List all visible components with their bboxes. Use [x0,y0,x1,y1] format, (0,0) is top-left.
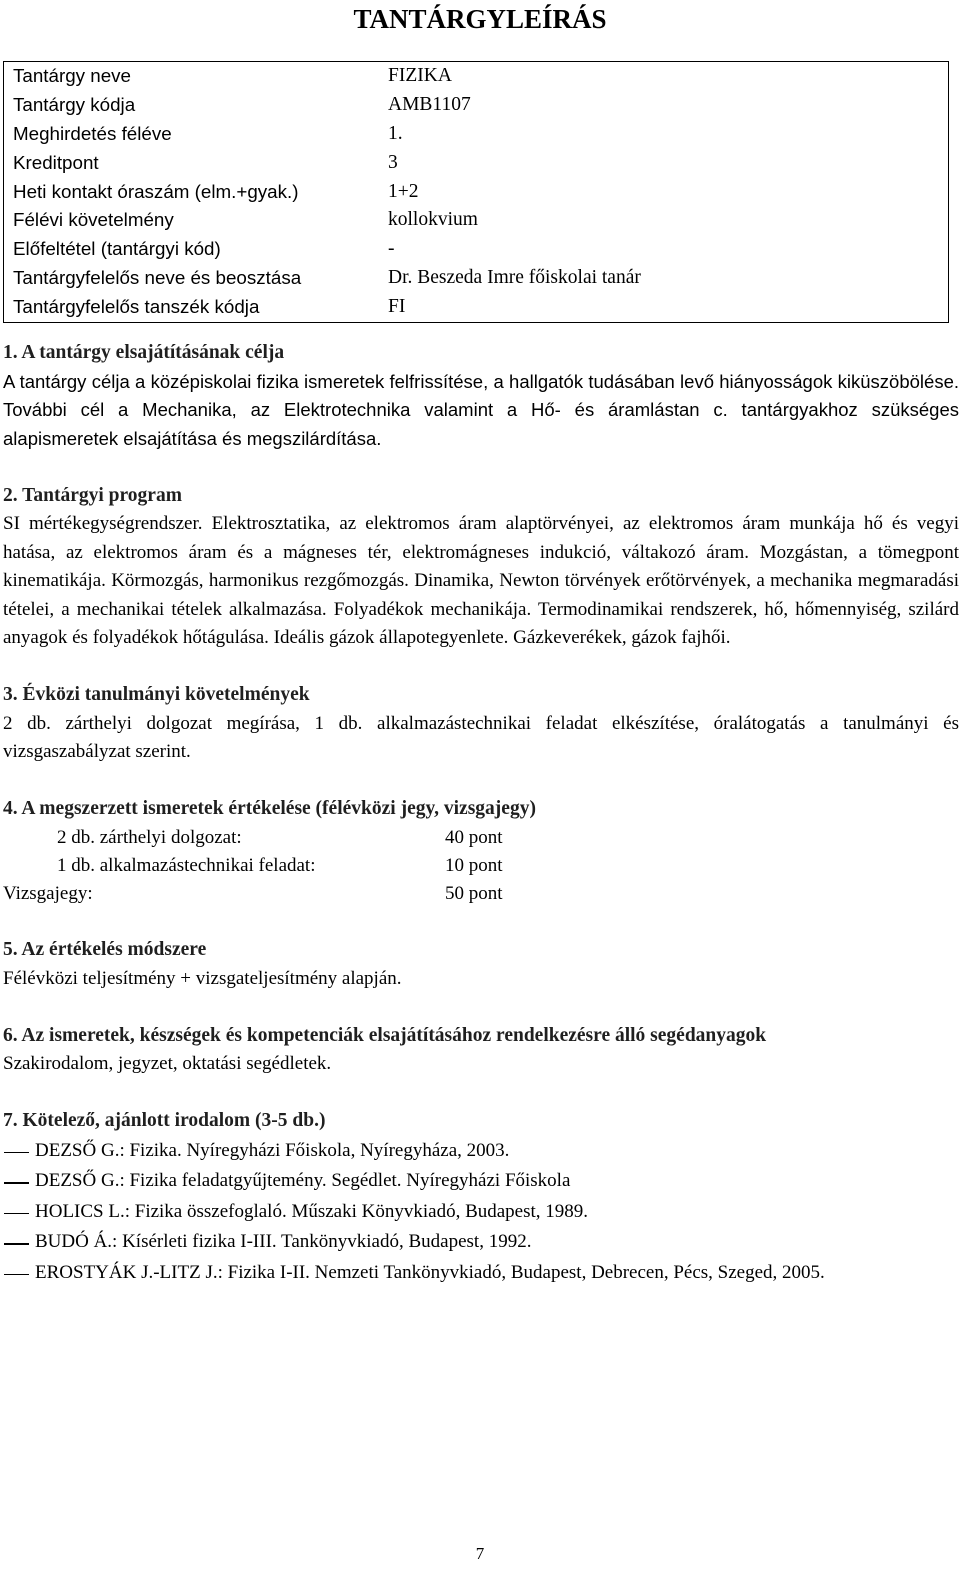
row-label: Heti kontakt óraszám (elm.+gyak.) [13,180,299,202]
section-text: Szakirodalom, jegyzet, oktatási segédletek. [3,1053,332,1074]
section-heading: 5. Az értékelés módszere [3,939,207,960]
section-text: A tantárgy célja a középiskolai fizika ismeretek felfrissítése, a hallgatók tudásában levő hiányosságok kiküszöbölése. További cél a Mechanika, az Elektrotechnika valamint a Hő- és áramlástan c. tantárgyakhoz szükséges alapismeretek elsajátítása és megszilárdítása. [3,370,959,449]
section-program [3,482,959,653]
list-item [3,1197,959,1228]
row-label: Tantárgy neve [13,65,131,87]
table-row [4,91,949,120]
section-materials [3,1022,959,1079]
section-heading: 6. Az ismeretek, készségek és kompetenciák elsajátításához rendelkezésre álló segédanyagok [3,1024,767,1046]
evaluation-points: 10 pont [445,854,503,876]
section-heading: 4. A megszerzett ismeretek értékelése (félévközi jegy, vizsgajegy) [3,798,536,819]
row-value: kollokvium [388,209,478,231]
row-value: Dr. Beszeda Imre főiskolai tanár [388,267,641,289]
row-value: AMB1107 [388,93,471,115]
evaluation-label: 1 db. alkalmazástechnikai feladat: [57,854,316,876]
table-row [4,62,949,91]
list-item [3,1166,959,1197]
evaluation-row [3,880,959,908]
section-requirements [3,681,959,767]
reference-text: DEZSŐ G.: Fizika. Nyíregyházi Főiskola, Nyíregyháza, 2003. [35,1139,510,1161]
reference-text: BUDÓ Á.: Kísérleti fizika I-III. Tankönyvkiadó, Budapest, 1992. [35,1231,532,1252]
row-label: Tantárgy kódja [13,93,136,115]
section-text: Félévközi teljesítmény + vizsgateljesítmény alapján. [3,967,402,989]
row-value: 1. [388,122,403,144]
table-row [4,264,949,293]
reference-text: HOLICS L.: Fizika összefoglaló. Műszaki Könyvkiadó, Budapest, 1989. [35,1200,589,1222]
document-body [3,339,959,1317]
table-row [4,293,949,323]
row-label: Meghirdetés féléve [13,122,172,144]
section-text: SI mértékegységrendszer. Elektrosztatika, az elektromos áram alaptörvényei, az elektromos áram munkája hő és vegyi hatása, az elektromos áram és a mágneses tér, elektromágneses indukció, váltakozó áram. Mozgástan, a tömegpont kinematikája. Körmozgás, harmonikus rezgőmozgás. Dinamika, Newton törvények erőtörvények, a mechanika megmaradási tételei, a mechanikai tételek alkalmazása. Folyadékok mechanikája. Termodinamikai rendszerek, hő, hőmennyiség, szilárd anyagok és folyadékok hőtágulása. Ideális gázok állapotegyenlete. Gázkeverékek, gázok fajhői. [3,513,959,648]
evaluation-row [3,852,959,880]
row-value: 3 [388,151,398,173]
page-title: TANTÁRGYLEÍRÁS [353,4,607,34]
evaluation-label: 2 db. zárthelyi dolgozat: [57,826,242,848]
row-value: FIZIKA [388,65,452,87]
reference-list [3,1136,959,1289]
row-value: 1+2 [388,180,419,202]
table-row [4,235,949,264]
section-heading: 3. Évközi tanulmányi követelmények [3,684,310,705]
section-evaluation [3,795,959,908]
list-item [3,1258,959,1289]
evaluation-row [3,824,959,852]
section-method [3,936,959,993]
section-heading: 7. Kötelező, ajánlott irodalom (3-5 db.) [3,1110,326,1131]
page-number: 7 [475,1544,485,1563]
row-label: Előfeltétel (tantárgyi kód) [13,238,221,260]
section-literature [3,1107,959,1288]
section-heading: 2. Tantárgyi program [3,484,182,506]
table-row [4,206,949,235]
row-value: FI [388,296,406,318]
table-row [4,120,949,149]
table-row [4,178,949,207]
row-value: - [388,238,395,260]
subject-info-table [3,61,949,323]
list-item [3,1227,959,1258]
row-label: Tantárgyfelelős tanszék kódja [13,296,260,318]
reference-text: DEZSŐ G.: Fizika feladatgyűjtemény. Segédlet. Nyíregyházi Főiskola [35,1170,571,1191]
list-item [3,1136,959,1167]
row-label: Félévi követelmény [13,209,174,231]
evaluation-points: 40 pont [445,826,503,848]
section-text: 2 db. zárthelyi dolgozat megírása, 1 db. alkalmazástechnikai feladat elkészítése, óralátogatás a tanulmányi és vizsgaszabályzat szerint. [3,712,959,762]
table-row [4,149,949,178]
reference-text: EROSTYÁK J.-LITZ J.: Fizika I-II. Nemzeti Tankönyvkiadó, Budapest, Debrecen, Pécs, Szeged, 2005. [35,1261,825,1283]
section-objectives [3,339,959,453]
row-label: Tantárgyfelelős neve és beosztása [13,267,302,289]
row-label: Kreditpont [13,151,99,173]
section-heading: 1. A tantárgy elsajátításának célja [3,342,285,363]
evaluation-label: Vizsgajegy: [3,882,93,904]
evaluation-points: 50 pont [445,882,503,904]
